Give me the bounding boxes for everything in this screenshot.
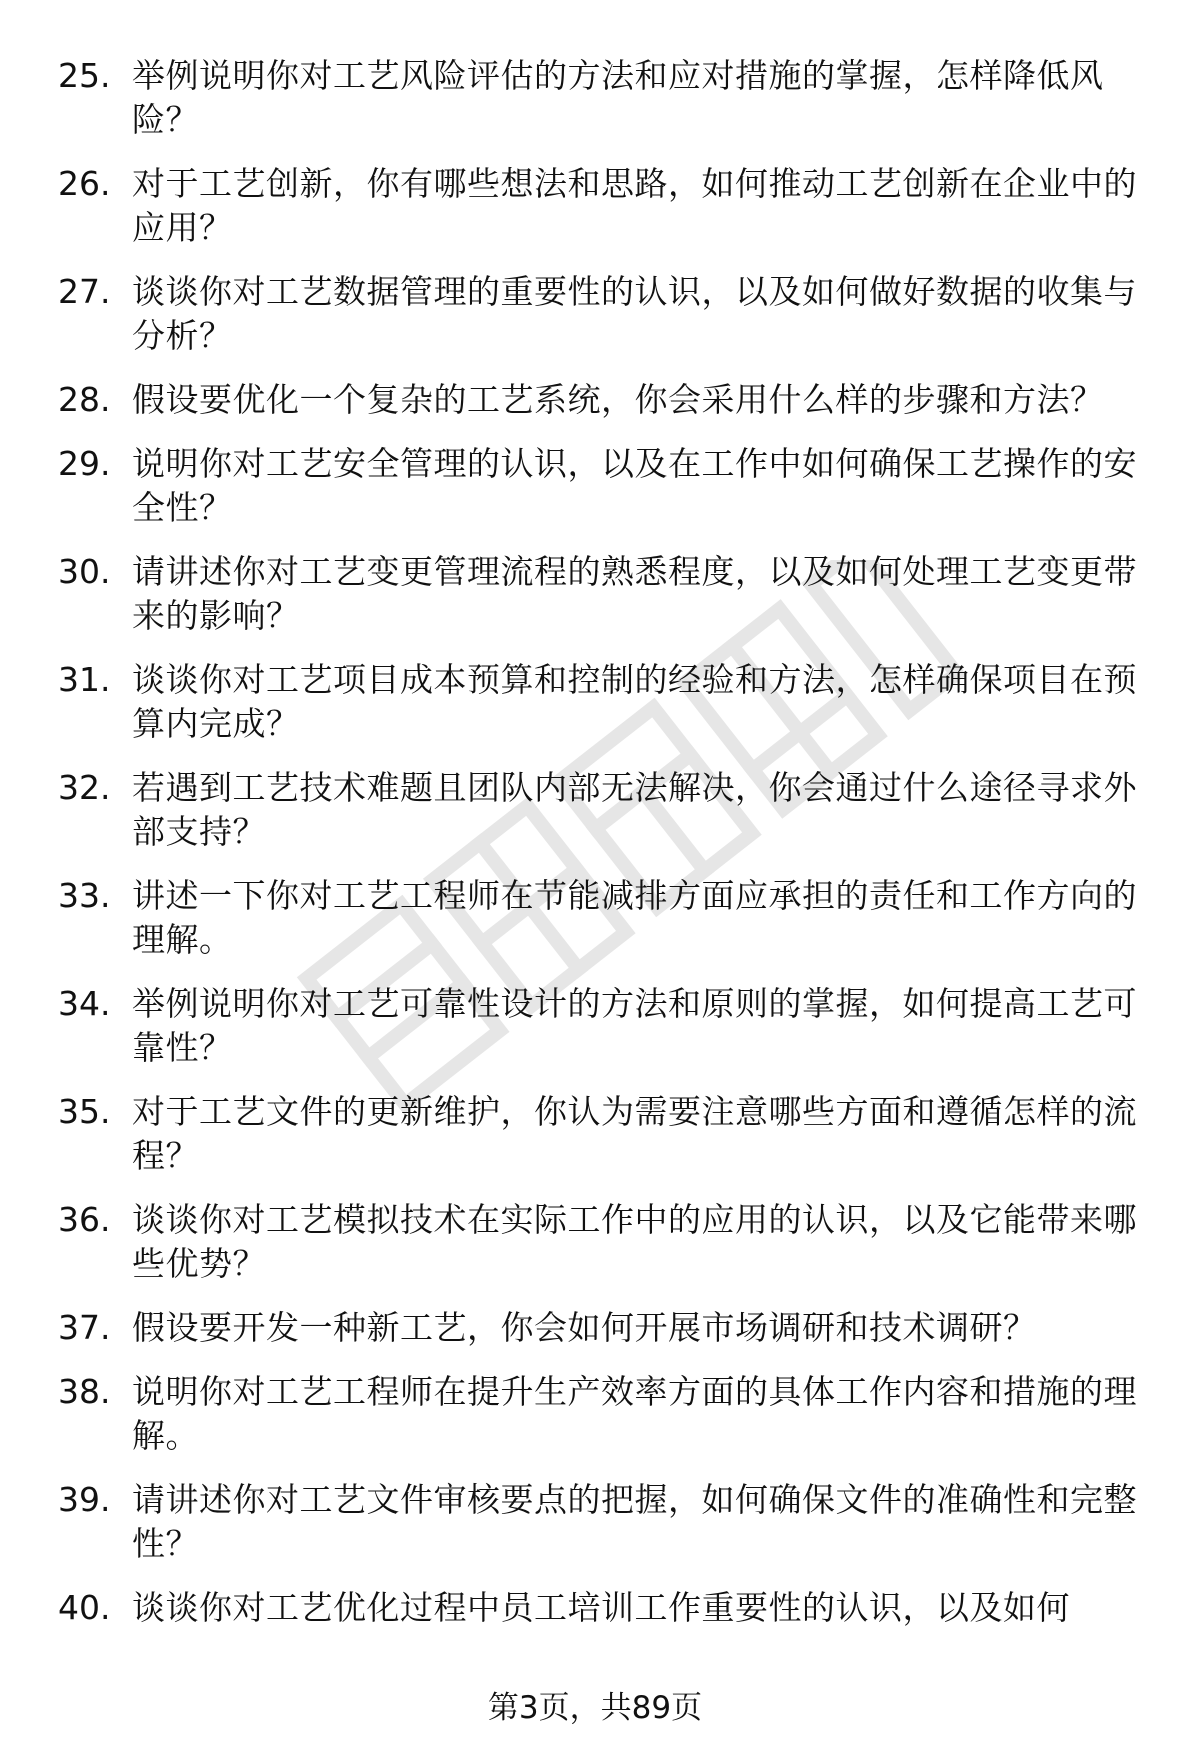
question-number: 35. [58,1092,111,1131]
question-number: 39. [58,1480,111,1519]
question-text: 请讲述你对工艺变更管理流程的熟悉程度，以及如何处理工艺变更带来的影响？ [132,552,1137,635]
question-number: 29. [58,444,111,483]
question-text: 说明你对工艺安全管理的认识，以及在工作中如何确保工艺操作的安全性？ [132,444,1137,527]
list-item [0,658,1190,746]
list-item [0,1370,1190,1458]
question-text: 讲述一下你对工艺工程师在节能减排方面应承担的责任和工作方向的理解。 [132,876,1137,959]
list-item [0,1478,1190,1566]
question-text: 若遇到工艺技术难题且团队内部无法解决，你会通过什么途径寻求外部支持？ [132,768,1137,851]
question-text: 举例说明你对工艺风险评估的方法和应对措施的掌握，怎样降低风险？ [132,56,1104,139]
question-number: 32. [58,768,111,807]
question-number: 40. [58,1588,111,1627]
list-item [0,1306,1190,1350]
question-number: 37. [58,1308,111,1347]
question-number: 30. [58,552,111,591]
question-number: 36. [58,1200,111,1239]
list-item [0,270,1190,358]
list-item [0,442,1190,530]
question-number: 25. [58,56,111,95]
question-number: 34. [58,984,111,1023]
question-number: 27. [58,272,111,311]
question-text: 对于工艺文件的更新维护，你认为需要注意哪些方面和遵循怎样的流程？ [132,1092,1137,1175]
list-item [0,162,1190,250]
question-number: 26. [58,164,111,203]
list-item [0,1586,1190,1630]
question-text: 假设要优化一个复杂的工艺系统，你会采用什么样的步骤和方法？ [132,380,1104,419]
list-item [0,874,1190,962]
question-text: 举例说明你对工艺可靠性设计的方法和原则的掌握，如何提高工艺可靠性？ [132,984,1137,1067]
question-number: 33. [58,876,111,915]
question-number: 28. [58,380,111,419]
list-item [0,766,1190,854]
list-item [0,378,1190,422]
question-text: 对于工艺创新，你有哪些想法和思路，如何推动工艺创新在企业中的应用？ [132,164,1137,247]
question-number: 38. [58,1372,111,1411]
question-text: 说明你对工艺工程师在提升生产效率方面的具体工作内容和措施的理解。 [132,1372,1137,1455]
list-item [0,54,1190,142]
question-text: 请讲述你对工艺文件审核要点的把握，如何确保文件的准确性和完整性？ [132,1480,1137,1563]
question-number: 31. [58,660,111,699]
list-item [0,550,1190,638]
list-item [0,1090,1190,1178]
question-text: 假设要开发一种新工艺，你会如何开展市场调研和技术调研？ [132,1308,1037,1347]
list-item [0,1198,1190,1286]
question-text: 谈谈你对工艺数据管理的重要性的认识，以及如何做好数据的收集与分析？ [132,272,1137,355]
list-item [0,982,1190,1070]
page-footer: 第3页，共89页 [487,1690,703,1726]
question-text: 谈谈你对工艺模拟技术在实际工作中的应用的认识，以及它能带来哪些优势？ [132,1200,1137,1283]
question-text: 谈谈你对工艺优化过程中员工培训工作重要性的认识，以及如何 [132,1588,1070,1627]
question-text: 谈谈你对工艺项目成本预算和控制的经验和方法，怎样确保项目在预算内完成？ [132,660,1137,743]
question-list [0,54,1190,1650]
